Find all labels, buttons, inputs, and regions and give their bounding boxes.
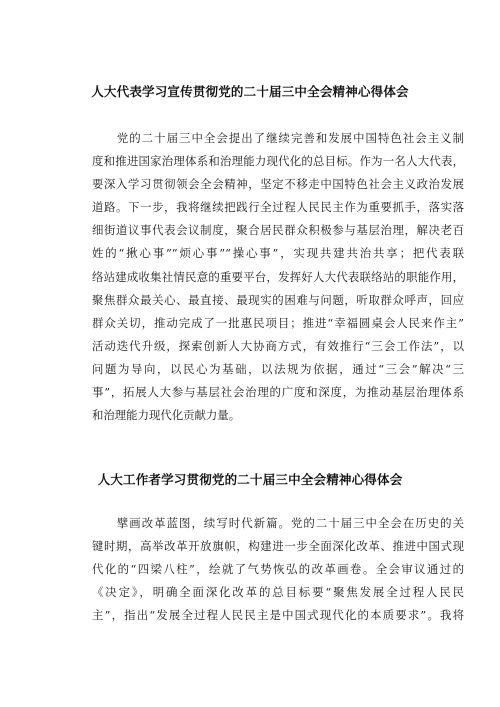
paragraph-line: 键时期，高举改革开放旗帜，构建进一步全面深化改革、推进中国式现 [92,539,464,554]
paragraph-line: 党的二十届三中全会提出了继续完善和发展中国特色社会主义制 [92,131,464,145]
paragraph-line: 络站建成收集社情民意的重要平台，发挥好人大代表联络站的职能作用， [92,269,464,284]
paragraph-line: 事”，拓展人大参与基层社会治理的广度和深度，为推动基层治理体系 [92,385,464,400]
section-body-1 [92,127,464,427]
paragraph-line: 和治理能力现代化贡献力量。 [92,408,241,423]
paragraph-line: 群众关切，推动完成了一批惠民项目；推进“幸福圆桌会人民来作主” [92,315,464,330]
paragraph-line: 问题为导向，以民心为基础，以法规为依据，通过“三会”解决“三 [92,361,464,376]
paragraph-line: 《决定》，明确全面深化改革的总目标要“聚焦发展全过程人民民 [92,585,464,600]
paragraph-line: 主”，指出“发展全过程人民民主是中国式现代化的本质要求”。我将 [92,608,464,623]
paragraph-line: 度和推进国家治理体系和治理能力现代化的总目标。作为一名人大代表， [92,154,464,169]
paragraph-line: 活动迭代升级，探索创新人大协商方式，有效推行“三会工作法”，以 [92,338,464,353]
paragraph-line: 道路。下一步，我将继续把践行全过程人民民主作为重要抓手，落实落 [92,200,464,215]
paragraph-line: 要深入学习贯彻领会全会精神，坚定不移走中国特色社会主义政治发展 [92,177,464,192]
paragraph-line: 擘画改革蓝图，续写时代新篇。党的二十届三中全会在历史的关 [92,516,464,530]
paragraph-line: 姓的“揪心事”“烦心事”“操心事”，实现共建共治共享；把代表联 [92,246,464,261]
paragraph-line: 代化的“四梁八柱”，绘就了气势恢弘的改革画卷。全会审议通过的 [92,562,464,577]
section-title-2: 人大工作者学习贯彻党的二十届三中全会精神心得体会 [97,472,403,487]
paragraph-line: 细街道议事代表会议制度，聚合居民群众积极参与基层治理，解决老百 [92,223,464,238]
paragraph-line: 聚焦群众最关心、最直接、最现实的困难与问题，听取群众呼声，回应 [92,292,464,307]
section-body-2 [92,512,464,627]
section-title-1: 人大代表学习宣传贯彻党的二十届三中全会精神心得体会 [91,84,409,99]
